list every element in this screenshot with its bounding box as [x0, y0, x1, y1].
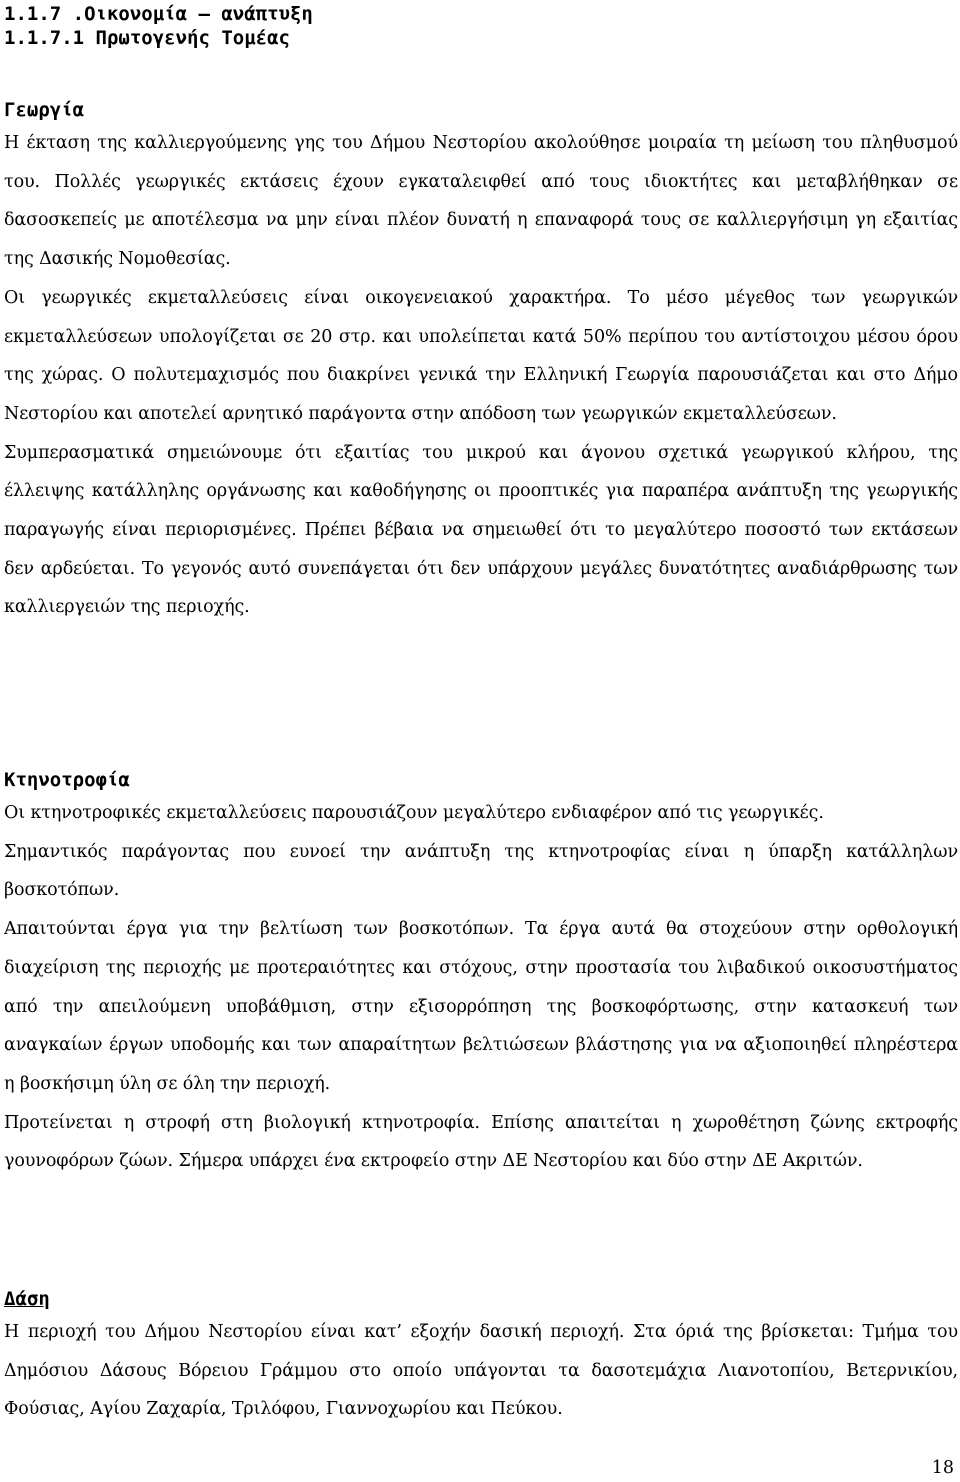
section-title-georgia: Γεωργία — [4, 99, 85, 121]
section-title-dasi: Δάση — [4, 1288, 50, 1310]
paragraph: Συμπερασματικά σημειώνουμε ότι εξαιτίας του μικρού και άγονου σχετικά γεωργικού κλήρου, της έλλειψης κατάλληλης οργάνωσης και καθοδήγησης οι προοπτικές για παραπέρα ανάπτυξη της γεωργικής παραγωγής είναι περιορισμένες. Πρέπει βέβαια να σημειωθεί ότι το μεγαλύτερο ποσοστό των εκτάσεων δεν αρδεύεται. Το γεγονός αυτό συνεπάγεται ότι δεν υπάρχουν μεγάλες δυνατότητες αναδιάρθρωσης των καλλιεργειών της περιοχής. — [4, 442, 958, 618]
page-number: 18 — [931, 1458, 954, 1478]
paragraph: Απαιτούνται έργα για την βελτίωση των βοσκοτόπων. Τα έργα αυτά θα στοχεύουν στην ορθολογική διαχείριση της περιοχής με προτεραιότητες και στόχους, στην προστασία του λιβαδικού οικοσυστήματος από την απειλούμενη υποβάθμιση, στην εξισορρόπηση της βοσκοφόρτωσης, στην κατασκευή των αναγκαίων έργων υποδομής και των απαραίτητων βελτιώσεων βλάστησης για να αξιοποιηθεί πληρέστερα η βοσκήσιμη ύλη σε όλη την περιοχή. — [4, 919, 958, 1094]
paragraph: Προτείνεται η στροφή στη βιολογική κτηνοτροφία. Επίσης απαιτείται η χωροθέτηση ζώνης εκτροφής γουνοφόρων ζώων. Σήμερα υπάρχει ένα εκτροφείο στην ΔΕ Νεστορίου και δύο στην ΔΕ Ακριτών. — [4, 1112, 958, 1172]
heading-1-1-7-1: 1.1.7.1 Πρωτογενής Τομέας — [4, 27, 290, 49]
paragraph: Σημαντικός παράγοντας που ευνοεί την ανάπτυξη της κτηνοτροφίας είναι η ύπαρξη κατάλληλων βοσκοτόπων. — [4, 841, 958, 901]
paragraph: Οι γεωργικές εκμεταλλεύσεις είναι οικογενειακού χαρακτήρα. Το μέσο μέγεθος των γεωργικών εκμεταλλεύσεων υπολογίζεται σε 20 στρ. και υπολείπεται κατά 50% περίπου του αντίστοιχου μέσου όρου της χώρας. Ο πολυτεμαχισμός που διακρίνει γενικά την Ελληνική Γεωργία παρουσιάζεται και στο Δήμο Νεστορίου και αποτελεί αρνητικό παράγοντα στην απόδοση των γεωργικών εκμεταλλεύσεων. — [4, 287, 958, 424]
section-ktinotrofia — [4, 766, 958, 1181]
section-dasi — [4, 1285, 958, 1429]
paragraph: Η έκταση της καλλιεργούμενης γης του Δήμου Νεστορίου ακολούθησε μοιραία τη μείωση του πληθυσμού του. Πολλές γεωργικές εκτάσεις έχουν εγκαταλειφθεί από τους ιδιοκτήτες και μεταβλήθηκαν σε δασοσκεπείς με αποτέλεσμα να μην είναι πλέον δυνατή η επαναφορά τους σε καλλιεργήσιμη γη εξαιτίας της Δασικής Νομοθεσίας. — [4, 133, 958, 270]
heading-1-1-7: 1.1.7 .Οικονομία – ανάπτυξη — [4, 3, 313, 25]
paragraph: Οι κτηνοτροφικές εκμεταλλεύσεις παρουσιάζουν μεγαλύτερο ενδιαφέρον από τις γεωργικές. — [4, 803, 824, 823]
paragraph: Η περιοχή του Δήμου Νεστορίου είναι κατ’ εξοχήν δασική περιοχή. Στα όριά της βρίσκεται: Τμήμα του Δημόσιου Δάσους Βόρειου Γράμμου στο οποίο υπάγονται τα δασοτεμάχια Λιανοτοπίου, Βετερνικίου, Φούσιας, Αγίου Ζαχαρία, Τριλόφου, Γιαννοχωρίου και Πεύκου. — [4, 1322, 958, 1420]
section-georgia — [4, 96, 958, 627]
section-title-ktinotrofia: Κτηνοτροφία — [4, 769, 130, 791]
